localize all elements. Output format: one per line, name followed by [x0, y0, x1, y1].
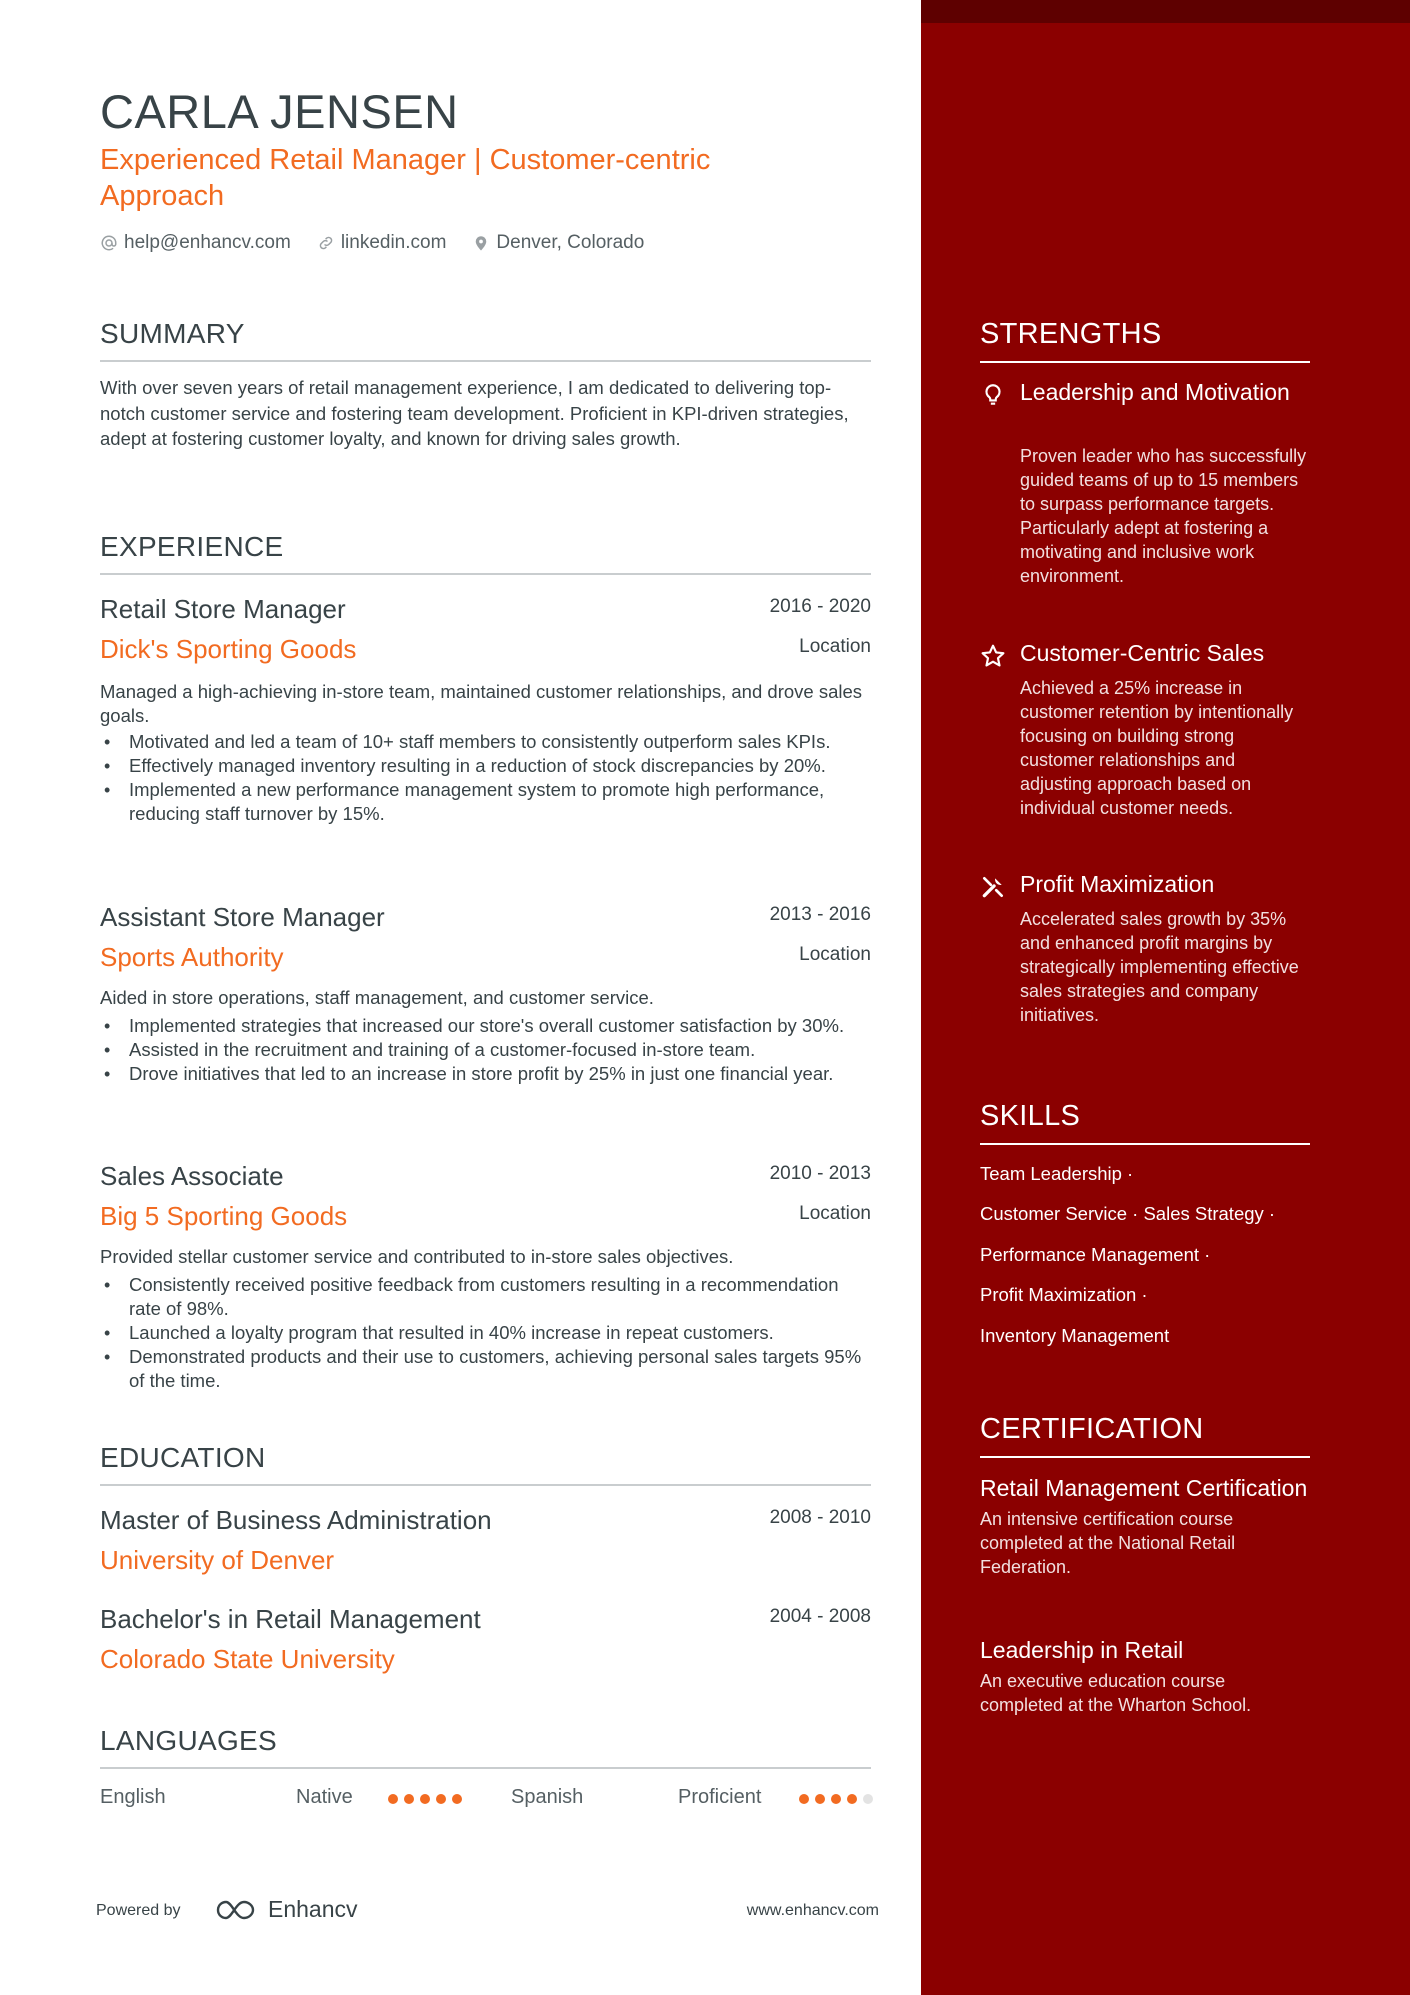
job-company: Dick's Sporting Goods	[100, 634, 357, 664]
job-bullet: • Assisted in the recruitment and training of a customer-focused in-store team.	[100, 1038, 871, 1062]
rating-dot-filled	[847, 1794, 857, 1804]
job-description: Provided stellar customer service and contributed to in-store sales objectives.	[100, 1246, 734, 1267]
skill-line: Customer Service · Sales Strategy ·	[980, 1203, 1276, 1224]
rating-dot-empty	[863, 1794, 873, 1804]
footer	[96, 1896, 879, 1926]
job-description: Aided in store operations, staff management, and customer service.	[100, 987, 654, 1008]
languages-section	[100, 1725, 871, 1769]
rating-dot-filled	[799, 1794, 809, 1804]
enhancv-brand-text: Enhancv	[268, 1896, 358, 1922]
job-title: Assistant Store Manager	[100, 902, 385, 932]
strength-description: Proven leader who has successfully guided teams of up to 15 members to surpass performance targets. Particularly adept at fostering a motivating and inclusive work environment.	[1020, 446, 1307, 586]
summary-heading: SUMMARY	[100, 318, 871, 362]
edu-degree: Bachelor's in Retail Management	[100, 1604, 481, 1634]
education-entry	[100, 1505, 871, 1585]
languages-list	[100, 1786, 871, 1812]
enhancv-logo[interactable]	[214, 1896, 358, 1923]
job-company: Big 5 Sporting Goods	[100, 1201, 348, 1231]
job-bullets	[100, 730, 871, 826]
skills-heading: SKILLS	[980, 1100, 1310, 1145]
job-bullet: • Implemented a new performance management system to promote high performance, reducing staff turnover by 15%.	[100, 778, 871, 826]
certification-title: Leadership in Retail	[980, 1637, 1184, 1663]
strengths-heading: STRENGTHS	[980, 318, 1310, 363]
certification-description: An executive education course completed at the Wharton School.	[980, 1671, 1252, 1715]
job-bullets	[100, 1273, 871, 1393]
language-name: Spanish	[511, 1786, 584, 1808]
rating-dot-filled	[452, 1794, 462, 1804]
contact-location	[472, 232, 644, 254]
job-bullet: • Effectively managed inventory resulting in a reduction of stock discrepancies by 20%.	[100, 754, 871, 778]
contact-info	[100, 232, 644, 254]
rating-dot-filled	[420, 1794, 430, 1804]
job-dates: 2010 - 2013	[769, 1163, 871, 1184]
certification-heading: CERTIFICATION	[980, 1413, 1310, 1458]
job-bullet: • Drove initiatives that led to an increase in store profit by 25% in just one financial year.	[100, 1062, 871, 1086]
strength-title: Leadership and Motivation	[1020, 379, 1290, 405]
summary-section	[100, 318, 871, 452]
edu-degree: Master of Business Administration	[100, 1505, 492, 1535]
job-location: Location	[799, 944, 871, 965]
certification-item	[980, 1636, 1310, 1717]
lightbulb-icon	[980, 382, 1006, 408]
rating-dot-filled	[404, 1794, 414, 1804]
at-icon	[100, 234, 118, 252]
email-text: help@enhancv.com	[124, 232, 291, 253]
enhancv-logo-icon	[214, 1898, 260, 1922]
education-heading: EDUCATION	[100, 1442, 871, 1486]
certification-section	[980, 1413, 1310, 1458]
skill-line: Performance Management ·	[980, 1244, 1211, 1265]
education-section	[100, 1442, 871, 1486]
experience-section	[100, 531, 871, 575]
language-rating	[799, 1794, 873, 1804]
language-level: Proficient	[678, 1786, 762, 1808]
linkedin-text: linkedin.com	[340, 232, 447, 253]
job-bullet: • Implemented strategies that increased our store's overall customer satisfaction by 30%.	[100, 1014, 871, 1038]
skills-section	[980, 1100, 1310, 1145]
certification-item	[980, 1474, 1310, 1579]
strength-description: Achieved a 25% increase in customer retention by intentionally focusing on building strong customer relationships and adjusting approach based on individual customer needs.	[1020, 678, 1294, 818]
language-level: Native	[296, 1786, 353, 1808]
job-title: Retail Store Manager	[100, 594, 346, 624]
job-dates: 2016 - 2020	[769, 596, 871, 617]
rating-dot-filled	[831, 1794, 841, 1804]
job-bullet: • Motivated and led a team of 10+ staff members to consistently outperform sales KPIs.	[100, 730, 871, 754]
sidebar-top-bar	[921, 0, 1410, 23]
experience-heading: EXPERIENCE	[100, 531, 871, 575]
strength-title: Customer-Centric Sales	[1020, 640, 1265, 666]
rating-dot-filled	[815, 1794, 825, 1804]
star-icon	[980, 643, 1006, 669]
candidate-headline: Experienced Retail Manager | Customer-centric Approach	[100, 144, 711, 212]
rating-dot-filled	[436, 1794, 446, 1804]
certification-description: An intensive certification course completed at the National Retail Federation.	[980, 1509, 1236, 1577]
job-location: Location	[799, 636, 871, 657]
location-text: Denver, Colorado	[496, 232, 645, 253]
language-rating	[388, 1794, 462, 1804]
job-dates: 2013 - 2016	[769, 904, 871, 925]
website-link[interactable]: www.enhancv.com	[746, 1902, 879, 1919]
map-pin-icon	[472, 234, 490, 252]
contact-linkedin[interactable]	[317, 232, 447, 254]
edu-dates: 2008 - 2010	[769, 1507, 871, 1528]
job-company: Sports Authority	[100, 942, 284, 972]
skill-line: Inventory Management	[980, 1325, 1170, 1346]
certification-title: Retail Management Certification	[980, 1475, 1308, 1501]
edu-dates: 2004 - 2008	[769, 1606, 871, 1627]
tools-icon	[980, 874, 1006, 900]
link-icon	[317, 234, 335, 252]
contact-email[interactable]	[100, 232, 291, 254]
job-bullet: • Demonstrated products and their use to customers, achieving personal sales targets 95% of the time.	[100, 1345, 871, 1393]
job-bullet: • Launched a loyalty program that resulted in 40% increase in repeat customers.	[100, 1321, 871, 1345]
summary-text: With over seven years of retail management experience, I am dedicated to delivering top-notch customer service and fostering team development. Proficient in KPI-driven strategies, adept at fostering customer loyalty, and known for driving sales growth.	[100, 377, 849, 449]
languages-heading: LANGUAGES	[100, 1725, 871, 1769]
edu-school: Colorado State University	[100, 1644, 395, 1674]
edu-school: University of Denver	[100, 1545, 335, 1575]
skill-line: Profit Maximization ·	[980, 1284, 1148, 1305]
job-description: Managed a high-achieving in-store team, maintained customer relationships, and drove sales goals.	[100, 681, 863, 726]
job-location: Location	[799, 1203, 871, 1224]
education-entry	[100, 1604, 871, 1684]
strength-title: Profit Maximization	[1020, 871, 1215, 897]
strengths-section	[980, 318, 1310, 363]
powered-by-text: Powered by	[96, 1902, 181, 1919]
job-bullet: • Consistently received positive feedback from customers resulting in a recommendation rate of 98%.	[100, 1273, 871, 1321]
candidate-name: CARLA JENSEN	[100, 85, 459, 138]
skill-line: Team Leadership ·	[980, 1163, 1134, 1184]
job-title: Sales Associate	[100, 1161, 284, 1191]
language-name: English	[100, 1786, 166, 1808]
job-bullets	[100, 1014, 871, 1086]
rating-dot-filled	[388, 1794, 398, 1804]
strength-description: Accelerated sales growth by 35% and enhanced profit margins by strategically implementing effective sales strategies and company initiatives.	[1020, 909, 1299, 1025]
